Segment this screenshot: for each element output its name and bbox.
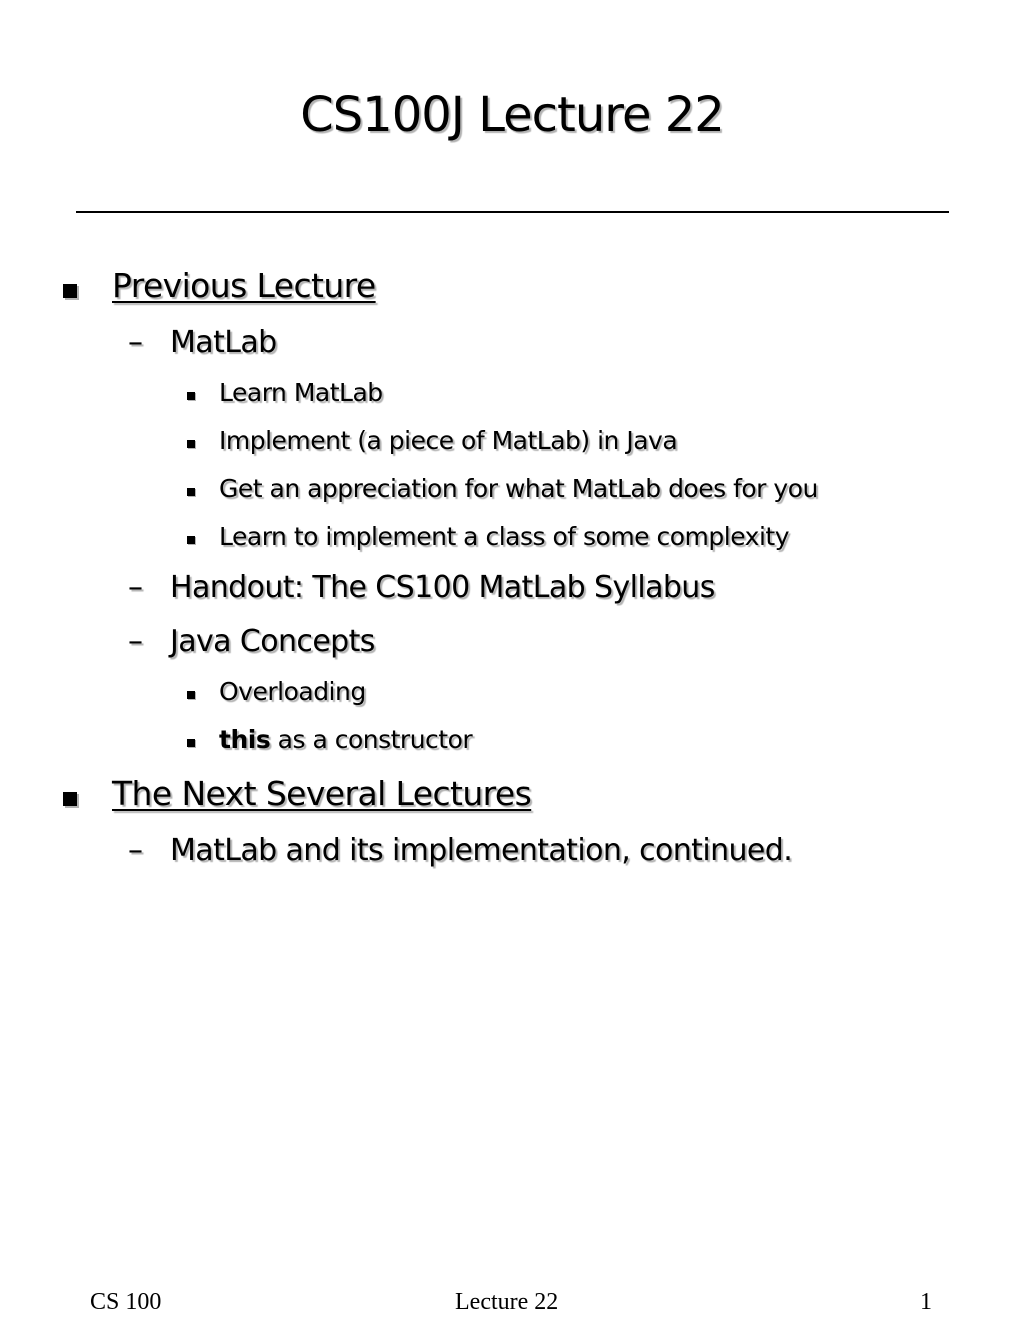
section-heading-previous: [112, 266, 376, 306]
bullet-square-icon: [63, 284, 77, 298]
footer-course: CS 100: [90, 1289, 162, 1315]
small-bullet-square-icon: [187, 691, 195, 699]
list-item: Overloading: [219, 677, 366, 706]
this-keyword: this: [219, 725, 271, 754]
slide-title: CS100J Lecture 22: [300, 87, 724, 143]
section-heading-next-label: The Next Several Lectures: [112, 774, 532, 813]
footer-page-number: 1: [920, 1289, 932, 1315]
small-bullet-square-icon: [187, 488, 195, 496]
title-divider: [76, 211, 949, 213]
small-bullet-square-icon: [187, 392, 195, 400]
list-item-this-constructor: [219, 725, 472, 755]
footer-lecture: Lecture 22: [455, 1289, 559, 1315]
subtopic-handout: Handout: The CS100 MatLab Syllabus: [170, 570, 715, 605]
list-item: Learn to implement a class of some complexity: [219, 522, 789, 551]
section-heading-previous-label: Previous Lecture: [112, 266, 376, 305]
list-item: Get an appreciation for what MatLab does for you: [219, 474, 818, 503]
dash-icon: –: [128, 570, 143, 605]
subtopic-java-concepts: Java Concepts: [170, 624, 375, 659]
section-heading-next: [112, 774, 531, 814]
small-bullet-square-icon: [187, 536, 195, 544]
this-constructor-text: as a constructor: [270, 725, 473, 754]
list-item: Implement (a piece of MatLab) in Java: [219, 426, 678, 455]
dash-icon: –: [128, 833, 143, 868]
subtopic-matlab: MatLab: [170, 325, 277, 360]
subtopic-matlab-continued: MatLab and its implementation, continued.: [170, 833, 793, 868]
dash-icon: –: [128, 624, 143, 659]
bullet-square-icon: [63, 792, 77, 806]
small-bullet-square-icon: [187, 440, 195, 448]
small-bullet-square-icon: [187, 739, 195, 747]
list-item: Learn MatLab: [219, 378, 383, 407]
dash-icon: –: [128, 325, 143, 360]
